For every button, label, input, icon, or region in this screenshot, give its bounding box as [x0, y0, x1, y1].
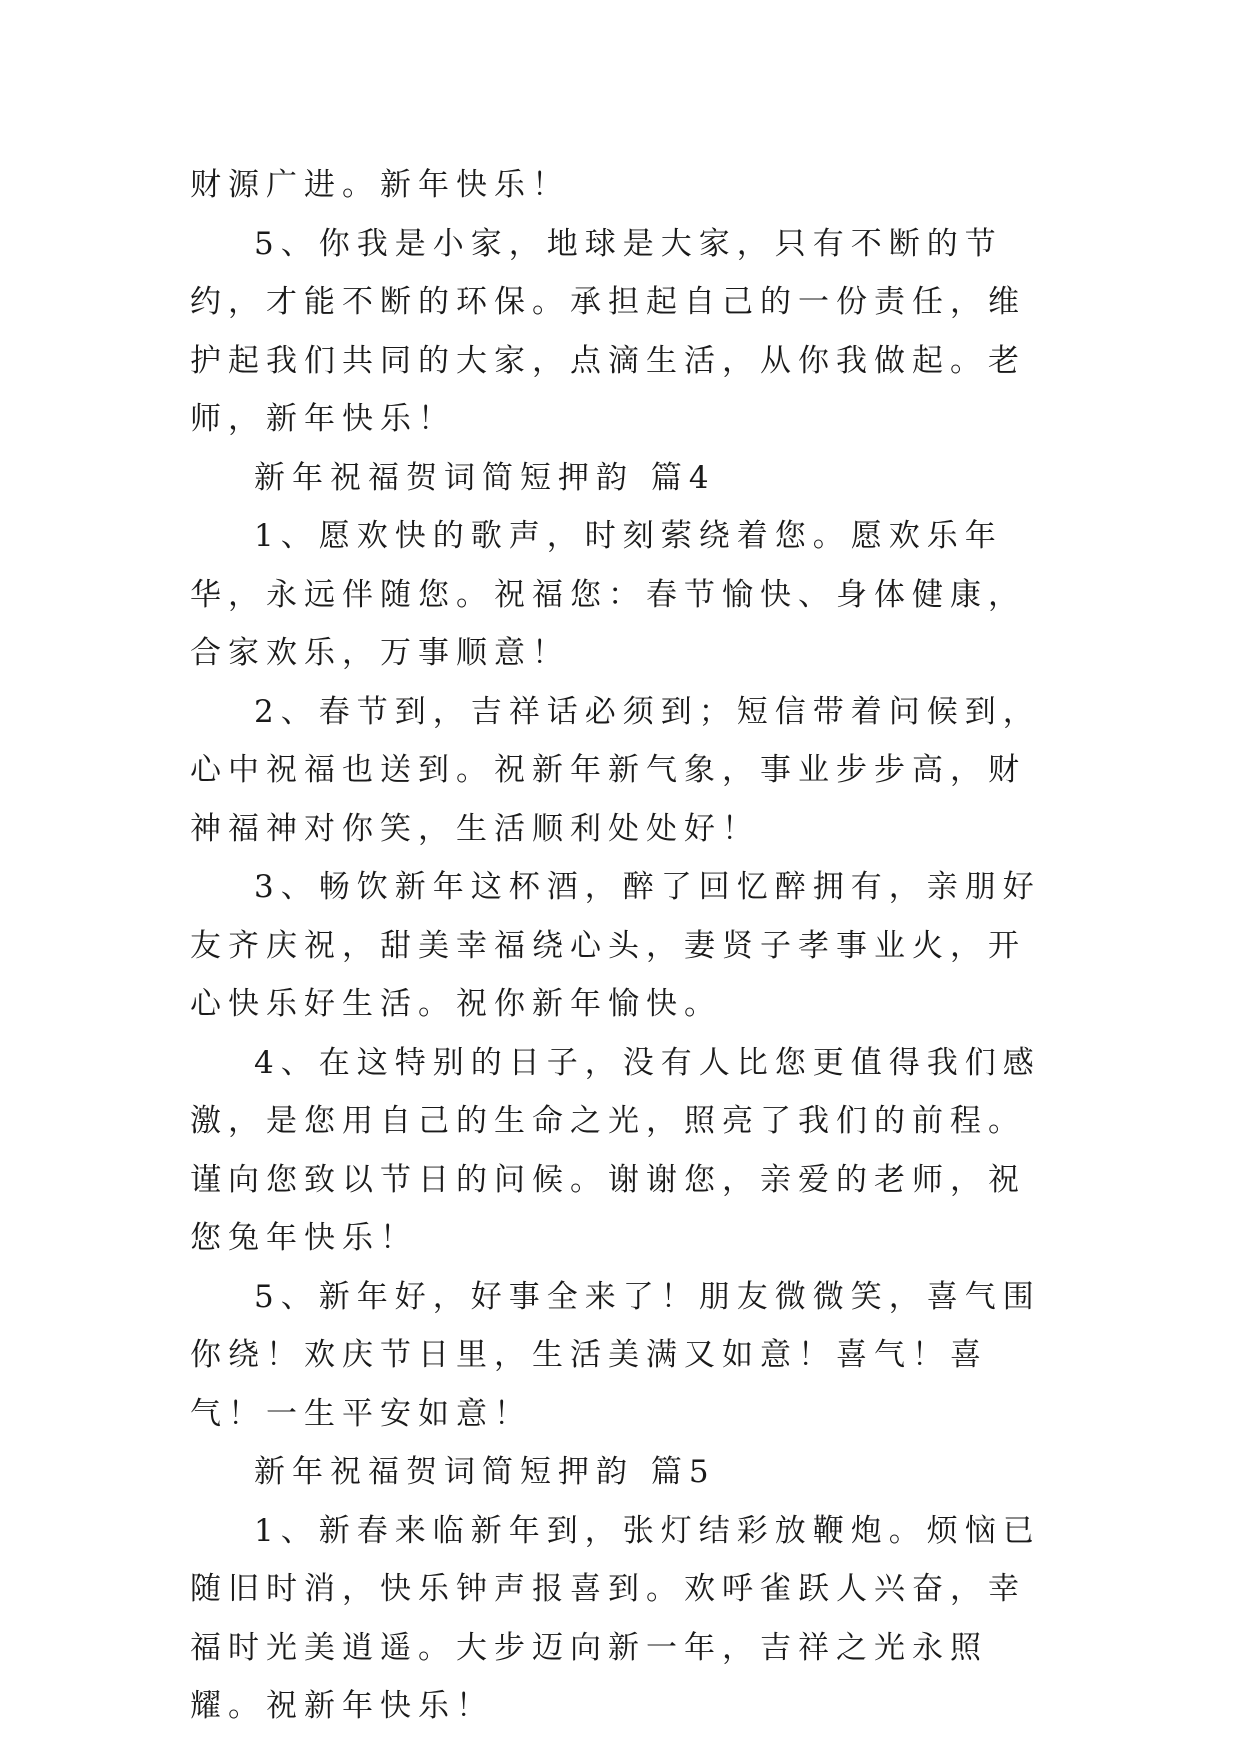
- paragraph-item-5: 5、你我是小家，地球是大家，只有不断的节约，才能不断的环保。承担起自己的一份责任，维护起我们共同的大家，点滴生活，从你我做起。老师，新年快乐！: [190, 225, 1026, 437]
- paragraph-continuation: 财源广进。新年快乐！: [190, 167, 570, 203]
- paragraph-item-4: 4、在这特别的日子，没有人比您更值得我们感激，是您用自己的生命之光，照亮了我们的前程。谨向您致以节日的问候。谢谢您，亲爱的老师，祝您兔年快乐！: [190, 1044, 1041, 1256]
- section-heading-5: 新年祝福贺词简短押韵 篇5: [254, 1454, 716, 1490]
- paragraph-item-1: 1、愿欢快的歌声，时刻萦绕着您。愿欢乐年华，永远伴随您。祝福您：春节愉快、身体健康，合家欢乐，万事顺意！: [190, 518, 1026, 671]
- document-body: [190, 156, 1056, 1736]
- paragraph-item-1b: 1、新春来临新年到，张灯结彩放鞭炮。烦恼已随旧时消，快乐钟声报喜到。欢呼雀跃人兴奋，幸福时光美逍遥。大步迈向新一年，吉祥之光永照耀。祝新年快乐！: [190, 1512, 1041, 1724]
- paragraph-item-3: 3、畅饮新年这杯酒，醉了回忆醉拥有，亲朋好友齐庆祝，甜美幸福绕心头，妻贤子孝事业火，开心快乐好生活。祝你新年愉快。: [190, 869, 1041, 1022]
- paragraph-item-2: 2、春节到，吉祥话必须到；短信带着问候到，心中祝福也送到。祝新年新气象，事业步步高，财神福神对你笑，生活顺利处处好！: [190, 693, 1041, 847]
- section-heading-4: 新年祝福贺词简短押韵 篇4: [254, 459, 716, 496]
- paragraph-item-5b: 5、新年好，好事全来了！朋友微微笑，喜气围你绕！欢庆节日里，生活美满又如意！喜气！喜气！一生平安如意！: [190, 1278, 1041, 1432]
